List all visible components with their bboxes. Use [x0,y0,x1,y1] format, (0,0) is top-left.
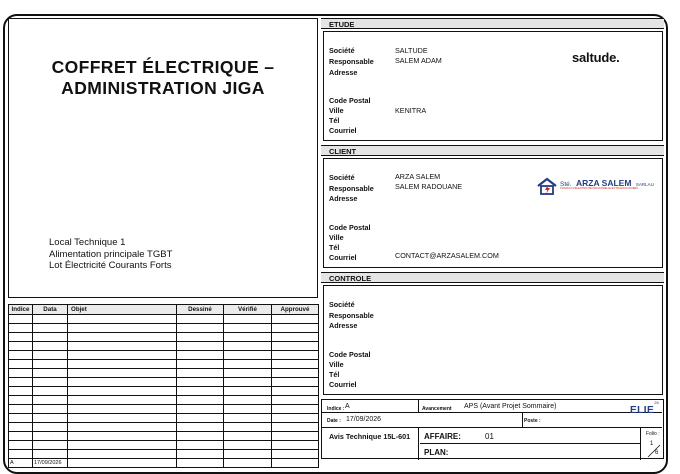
client-label-responsable: Responsable [329,184,374,193]
approuve-cell [272,369,319,378]
controle-label-adresse: Adresse [329,321,358,330]
objet-cell [68,414,177,423]
cartouche-avancement-label: Avancement [422,406,452,412]
date-cell [33,333,68,342]
date-cell [33,441,68,450]
verifie-cell [224,378,272,387]
indice-cell [9,387,33,396]
verifie-cell [224,432,272,441]
indice-cell: A [9,459,33,468]
objet-cell [68,315,177,324]
verifie-cell [224,342,272,351]
client-label-societe: Société [329,173,355,182]
verifie-cell [224,414,272,423]
cartouche-affaire-value: 01 [485,432,494,441]
objet-cell [68,378,177,387]
etude-heading: ETUDE [321,18,664,29]
approuve-cell [272,459,319,468]
indice-cell [9,324,33,333]
cartouche-avis-technique: Avis Technique 15L-601 [329,432,411,441]
date-cell [33,378,68,387]
date-cell [33,432,68,441]
objet-cell [68,423,177,432]
title-panel [8,18,318,298]
revision-header-row [9,305,319,315]
controle-panel [323,285,663,395]
cartouche-date-value: 17/09/2026 [346,416,382,423]
header-approuve: Approuvé [272,305,319,315]
table-row [9,360,319,369]
approuve-cell [272,414,319,423]
dessine-cell [177,450,224,459]
client-responsable-value: SALEM RADOUANE [395,182,463,191]
table-row [9,351,319,360]
approuve-cell [272,396,319,405]
etude-label-ville: Ville [329,106,344,115]
indice-cell [9,414,33,423]
client-label-adresse: Adresse [329,194,358,203]
dessine-cell [177,333,224,342]
objet-cell [68,333,177,342]
indice-cell [9,441,33,450]
verifie-cell [224,387,272,396]
title-line-1: COFFRET ÉLECTRIQUE – [51,57,275,77]
objet-cell [68,387,177,396]
cartouche-affaire-label: AFFAIRE: [424,432,461,441]
etude-label-adresse: Adresse [329,68,358,77]
saltude-logo: saltude. [572,50,620,65]
client-label-tel: Tél [329,243,340,252]
approuve-cell [272,342,319,351]
date-cell [33,351,68,360]
verifie-cell [224,333,272,342]
verifie-cell [224,423,272,432]
date-cell [33,315,68,324]
indice-cell [9,360,33,369]
header-date: Data [33,305,68,315]
indice-cell [9,315,33,324]
controle-label-societe: Société [329,300,355,309]
indice-cell [9,351,33,360]
approuve-cell [272,441,319,450]
approuve-cell [272,360,319,369]
dessine-cell [177,351,224,360]
client-logo-name: ARZA SALEM [576,178,632,188]
controle-heading: CONTROLE [321,272,664,283]
dessine-cell [177,459,224,468]
elie-logo [630,400,659,418]
verifie-cell [224,351,272,360]
folio-number: 1 [650,441,654,447]
revision-table-body [9,315,319,468]
description-line-2: Alimentation principale TGBT [49,248,173,260]
etude-label-responsable: Responsable [329,57,374,66]
date-cell [33,369,68,378]
dessine-cell [177,414,224,423]
cartouche-indice-value: A [345,403,350,410]
etude-label-societe: Société [329,46,355,55]
controle-label-tel: Tél [329,370,340,379]
dessine-cell [177,387,224,396]
controle-label-courriel: Courriel [329,380,357,389]
controle-label-responsable: Responsable [329,311,374,320]
client-logo-tagline: TRAVAUX D'ÉLECTRICITÉ INDUSTRIELLE ET TRAVAUX DIVERS [560,187,639,190]
dessine-cell [177,432,224,441]
objet-cell [68,441,177,450]
verifie-cell [224,441,272,450]
dessine-cell [177,405,224,414]
date-cell [33,450,68,459]
client-logo-prefix: Sté. [560,181,572,188]
table-row [9,387,319,396]
table-row [9,378,319,387]
elie-logo-sup: 26 [654,400,659,405]
date-cell [33,405,68,414]
objet-cell [68,324,177,333]
objet-cell [68,450,177,459]
etude-label-courriel: Courriel [329,126,357,135]
approuve-cell [272,432,319,441]
cartouche-date-label: Date : [327,418,341,424]
client-heading: CLIENT [321,145,664,156]
controle-label-ville: Ville [329,360,344,369]
description-line-3: Lot Électricité Courants Forts [49,260,172,271]
etude-label-tel: Tél [329,116,340,125]
etude-label-code-postal: Code Postal [329,96,371,105]
table-row [9,369,319,378]
verifie-cell [224,315,272,324]
client-courriel-value: CONTACT@ARZASALEM.COM [395,251,499,260]
objet-cell [68,351,177,360]
verifie-cell [224,324,272,333]
header-objet: Objet [68,305,177,315]
dessine-cell [177,360,224,369]
table-row [9,405,319,414]
dessine-cell [177,315,224,324]
cartouche-indice-label: Indice : [327,406,345,412]
table-row [9,342,319,351]
indice-cell [9,405,33,414]
verifie-cell [224,396,272,405]
indice-cell [9,396,33,405]
dessine-cell [177,423,224,432]
date-cell [33,360,68,369]
dessine-cell [177,324,224,333]
cartouche-plan-label: PLAN: [424,448,449,457]
header-indice: Indice [9,305,33,315]
dessine-cell [177,369,224,378]
date-cell: 17/09/2026 [33,459,68,468]
client-label-courriel: Courriel [329,253,357,262]
indice-cell [9,432,33,441]
date-cell [33,414,68,423]
objet-cell [68,432,177,441]
indice-cell [9,378,33,387]
objet-cell [68,459,177,468]
house-icon [536,177,558,195]
cartouche-folio-label: Folio : [646,431,660,437]
client-label-ville: Ville [329,233,344,242]
document-title [9,57,317,99]
verifie-cell [224,405,272,414]
controle-label-code-postal: Code Postal [329,350,371,359]
objet-cell [68,369,177,378]
folio-indicator [647,440,661,459]
etude-ville-value: KENITRA [395,106,427,115]
table-row [9,324,319,333]
revision-table [8,304,319,468]
cartouche-avancement-value: APS (Avant Projet Sommaire) [464,403,557,410]
arza-salem-logo [536,176,656,198]
indice-cell [9,423,33,432]
client-societe-value: ARZA SALEM [395,172,441,181]
table-row [9,333,319,342]
description-line-1: Local Technique 1 [49,237,126,248]
table-row [9,441,319,450]
title-line-2: ADMINISTRATION JIGA [61,78,265,98]
header-dessine: Dessiné [177,305,224,315]
verifie-cell [224,459,272,468]
verifie-cell [224,360,272,369]
etude-panel [323,31,663,141]
header-verifie: Vérifié [224,305,272,315]
approuve-cell [272,333,319,342]
verifie-cell [224,450,272,459]
objet-cell [68,342,177,351]
objet-cell [68,405,177,414]
indice-cell [9,450,33,459]
approuve-cell [272,351,319,360]
objet-cell [68,360,177,369]
approuve-cell [272,378,319,387]
table-row [9,315,319,324]
dessine-cell [177,441,224,450]
cartouche-poste-label: Poste : [524,418,541,424]
date-cell [33,423,68,432]
table-row [9,450,319,459]
etude-societe-value: SALTUDE [395,46,428,55]
table-row [9,414,319,423]
indice-cell [9,333,33,342]
elie-logo-text: ELIE [630,405,655,416]
client-label-code-postal: Code Postal [329,223,371,232]
indice-cell [9,342,33,351]
verifie-cell [224,369,272,378]
date-cell [33,396,68,405]
folio-total: 6 [655,450,659,456]
date-cell [33,387,68,396]
dessine-cell [177,396,224,405]
approuve-cell [272,423,319,432]
date-cell [33,342,68,351]
table-row [9,423,319,432]
indice-cell [9,369,33,378]
dessine-cell [177,378,224,387]
approuve-cell [272,387,319,396]
approuve-cell [272,324,319,333]
objet-cell [68,396,177,405]
approuve-cell [272,405,319,414]
table-row [9,396,319,405]
client-logo-suffix: SARLAU [635,182,654,187]
etude-responsable-value: SALEM ADAM [395,56,442,65]
date-cell [33,324,68,333]
table-row [9,432,319,441]
table-row [9,459,319,468]
approuve-cell [272,450,319,459]
approuve-cell [272,315,319,324]
dessine-cell [177,342,224,351]
description-block [49,237,172,272]
